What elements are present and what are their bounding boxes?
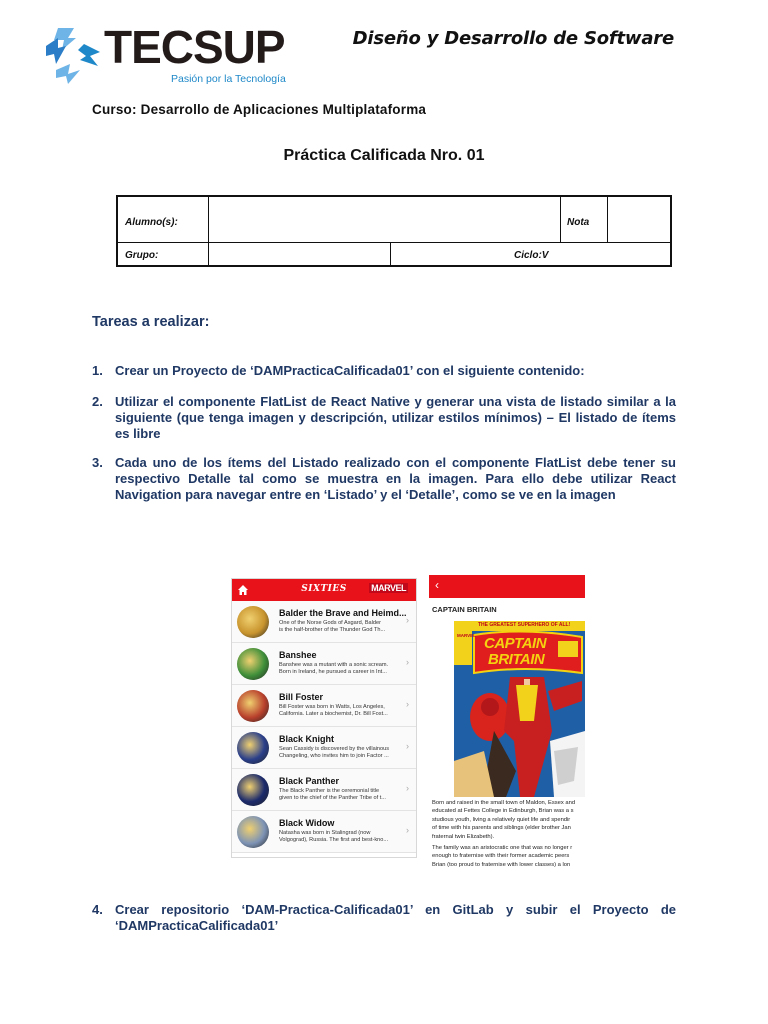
task-number: 4.: [92, 902, 103, 917]
detail-screen-header: [429, 575, 585, 598]
cover-title-line1: CAPTAIN: [484, 635, 547, 652]
description-line: Changeling, who invites him to join Factor ...: [279, 753, 389, 759]
avatar: [237, 816, 269, 848]
task-item: [92, 363, 676, 379]
list-item[interactable]: [232, 727, 416, 769]
task-text: Utilizar el componente FlatList de React Native y generar una vista de listado similar a la siguiente (que tenga imagen y descripción, utilizar estilos mínimos) – El listado de ítems es libre: [115, 394, 676, 441]
task-text: Crear repositorio ‘DAM-Practica-Calificada01’ en GitLab y subir el Proyecto de ‘DAMPracticaCalificada01’: [115, 902, 676, 933]
description-line: California. Later a biochemist, Dr. Bill Fost...: [279, 711, 388, 717]
list-item-title: Black Panther: [279, 776, 340, 786]
alumno-field[interactable]: [210, 199, 558, 241]
list-item[interactable]: [232, 643, 416, 685]
list-item-title: Banshee: [279, 650, 317, 660]
description-line: Natasha was born in Stalingrad (now: [279, 830, 371, 836]
description-line: is the half-brother of the Thunder God Th...: [279, 627, 386, 633]
description-line: Sean Cassidy is discovered by the villainous: [279, 746, 390, 752]
detail-title: CAPTAIN BRITAIN: [432, 605, 497, 614]
description-line: The Black Panther is the ceremonial title: [279, 788, 380, 794]
logo-wordmark: TECSUP: [104, 21, 285, 73]
document-title: Diseño y Desarrollo de Software: [352, 28, 674, 49]
grupo-field[interactable]: [210, 244, 388, 264]
avatar: [237, 774, 269, 806]
list-item-description: [279, 662, 388, 676]
detail-description: [432, 799, 585, 869]
list-item-description: [279, 704, 388, 718]
description-line: educated at Fettes College in Edinburgh, Brian was a s: [432, 808, 574, 815]
description-line: Born in Ireland, he pursued a career in Int...: [279, 669, 387, 675]
back-arrow-icon[interactable]: ‹: [435, 578, 439, 592]
list-screen-header: [232, 579, 416, 601]
description-line: Banshee was a mutant with a sonic scream.: [279, 662, 389, 668]
comic-cover-image: [454, 621, 585, 797]
description-line: fraternal twin Elizabeth).: [432, 833, 495, 840]
list-item-title: Black Knight: [279, 734, 335, 744]
marvel-logo: MARVEL: [371, 583, 406, 593]
chevron-right-icon: ›: [406, 783, 409, 793]
list-item[interactable]: [232, 811, 416, 853]
task-number: 2.: [92, 394, 103, 409]
nota-label: Nota: [567, 217, 590, 228]
description-line: studious youth, living a relatively quiet life and spendir: [432, 816, 571, 823]
list-screen-title: SIXTIES: [301, 584, 347, 594]
list-item[interactable]: [232, 685, 416, 727]
list-item-description: [279, 620, 385, 634]
tecsup-arrows-icon: [46, 28, 100, 84]
description-line: enough to fraternise with their former academic peers: [432, 853, 570, 860]
task-number: 3.: [92, 455, 103, 470]
practice-title: Práctica Calificada Nro. 01: [283, 147, 485, 164]
task-item: [92, 902, 676, 934]
chevron-right-icon: ›: [406, 699, 409, 709]
grupo-label: Grupo:: [125, 250, 159, 261]
description-line: Bill Foster was born in Watts, Los Angeles,: [279, 704, 385, 710]
logo-tagline: Pasión por la Tecnología: [171, 73, 286, 85]
chevron-right-icon: ›: [406, 825, 409, 835]
tasks-heading: Tareas a realizar:: [92, 314, 210, 330]
list-item-title: Bill Foster: [279, 692, 324, 702]
list-item-title: Balder the Brave and Heimd...: [279, 608, 407, 618]
avatar: [237, 648, 269, 680]
list-item-description: [279, 746, 389, 760]
detail-screen-screenshot: [429, 575, 585, 868]
course-name: Curso: Desarrollo de Aplicaciones Multiplataforma: [92, 102, 427, 117]
description-line: Brian (too proud to fraternise with lower classes) a lon: [432, 861, 571, 868]
avatar: [237, 606, 269, 638]
list-screen-screenshot: [231, 578, 417, 858]
description-line: given to the chief of the Panther Tribe of t...: [279, 795, 386, 801]
ciclo-label: Ciclo:V: [514, 250, 549, 261]
description-line: The family was an aristocratic one that was no longer r: [432, 845, 573, 852]
task-number: 1.: [92, 363, 103, 378]
chevron-right-icon: ›: [406, 657, 409, 667]
list-item-description: [279, 788, 386, 802]
cover-title-line2: BRITAIN: [488, 651, 545, 668]
description-line: Volgograd), Russia. The first and best-kno...: [279, 837, 389, 843]
cover-badge: MARVEL: [457, 633, 476, 638]
list-item[interactable]: [232, 601, 416, 643]
alumno-label: Alumno(s):: [125, 217, 178, 228]
task-text: Cada uno de los ítems del Listado realizado con el componente FlatList debe tener su respectivo Detalle tal como se muestra en la imagen. Para ello debe utilizar React Navigation para navegar entre en ‘Listado’ y el ‘Detalle’, como se ve en la imagen: [115, 455, 676, 502]
chevron-right-icon: ›: [406, 741, 409, 751]
description-line: Born and raised in the small town of Maldon, Essex and: [432, 800, 576, 806]
task-item: [92, 455, 676, 503]
list-item-description: [279, 830, 388, 844]
task-item: [92, 394, 676, 442]
student-info-table: [116, 195, 672, 267]
avatar: [237, 732, 269, 764]
list-item[interactable]: [232, 769, 416, 811]
nota-field[interactable]: [609, 199, 669, 241]
list-item-title: Black Widow: [279, 818, 335, 828]
description-line: of time with his parents and siblings (elder brother Jan: [432, 825, 571, 832]
chevron-right-icon: ›: [406, 615, 409, 625]
avatar: [237, 690, 269, 722]
task-text: Crear un Proyecto de ‘DAMPracticaCalificada01’ con el siguiente contenido:: [115, 363, 585, 378]
cover-banner: THE GREATEST SUPERHERO OF ALL!: [478, 622, 571, 628]
description-line: One of the Norse Gods of Asgard, Balder: [279, 620, 381, 626]
